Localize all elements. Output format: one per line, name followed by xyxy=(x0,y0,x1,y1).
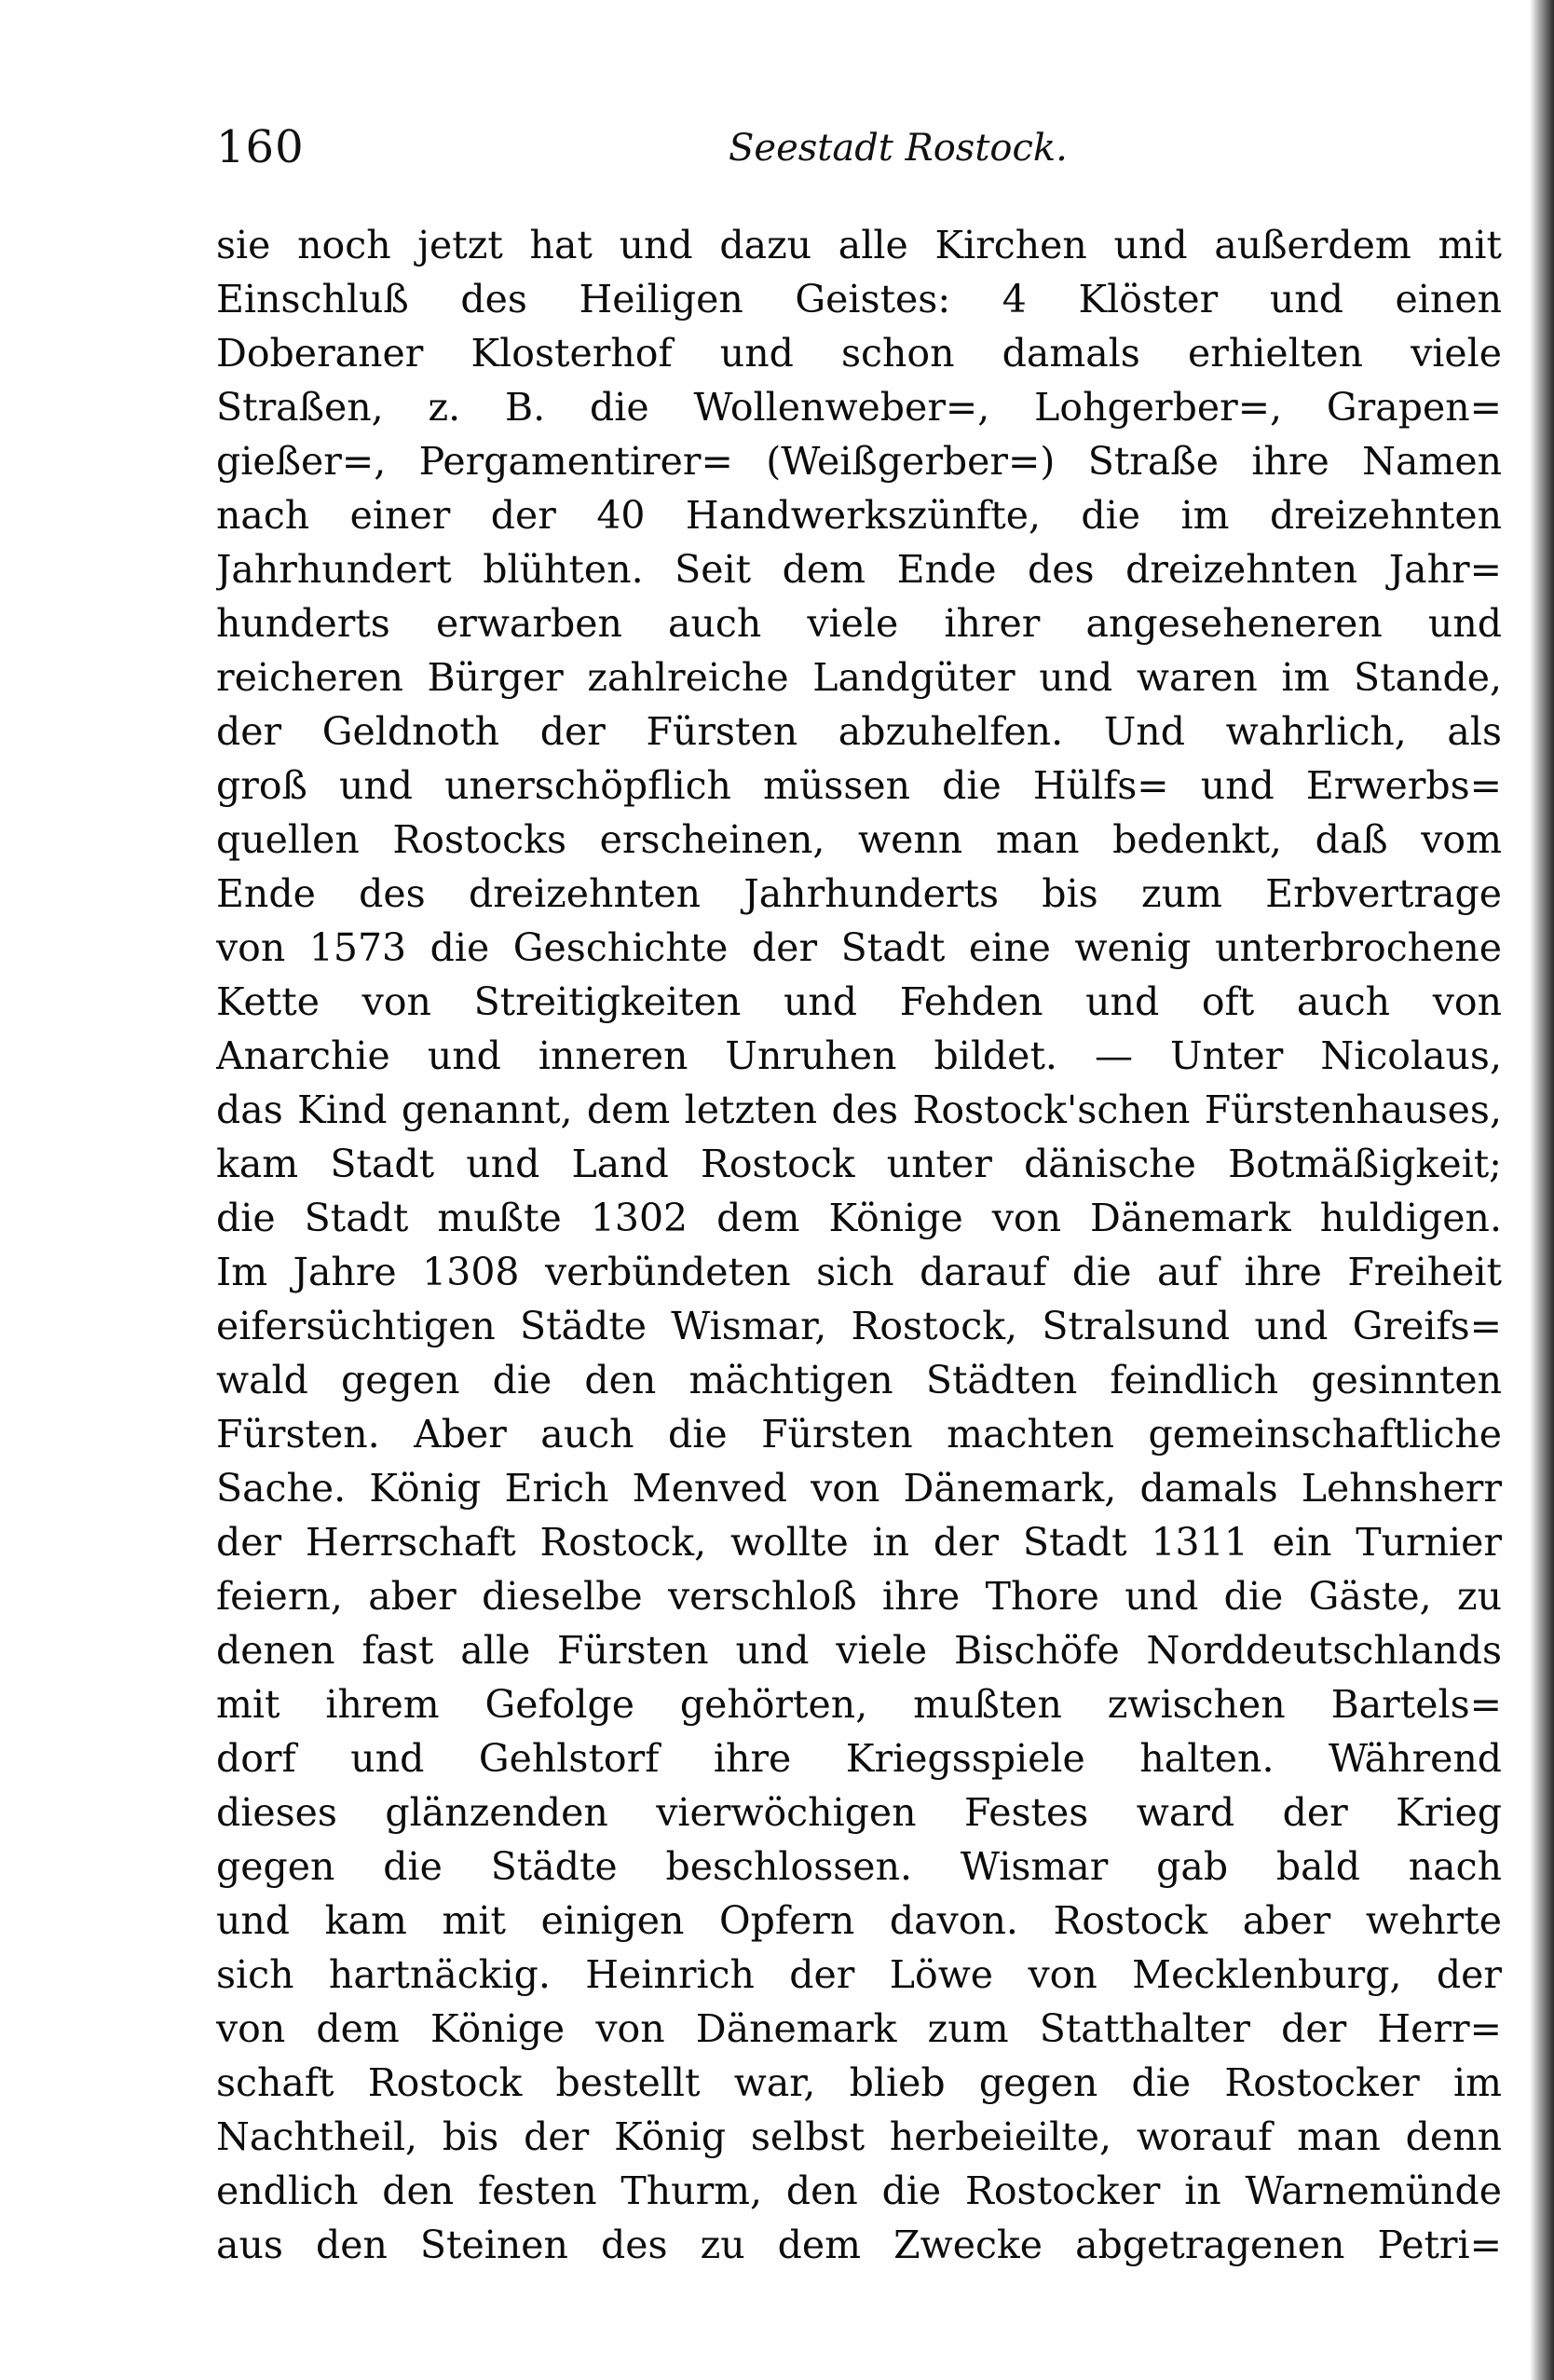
text-line: gießer=, Pergamentirer= (Weißgerber=) Straße ihre Namen xyxy=(216,439,1502,484)
text-line: wald gegen die den mächtigen Städten feindlich gesinnten xyxy=(216,1358,1502,1402)
body-text xyxy=(216,218,1502,2272)
text-line: dieses glänzenden vierwöchigen Festes ward der Krieg xyxy=(216,1790,1502,1835)
text-line: Sache. König Erich Menved von Dänemark, damals Lehnsherr xyxy=(216,1466,1502,1511)
text-line: eifersüchtigen Städte Wismar, Rostock, Stralsund und Greifs= xyxy=(216,1304,1502,1348)
text-line: quellen Rostocks erscheinen, wenn man bedenkt, daß vom xyxy=(216,817,1502,862)
text-line: denen fast alle Fürsten und viele Bischöfe Norddeutschlands xyxy=(216,1628,1502,1673)
page-edge-shadow xyxy=(1530,0,1554,2380)
text-line: Doberaner Klosterhof und schon damals erhielten viele xyxy=(216,331,1502,376)
text-line: gegen die Städte beschlossen. Wismar gab bald nach xyxy=(216,1844,1502,1889)
text-line: reicheren Bürger zahlreiche Landgüter und waren im Stande, xyxy=(216,655,1502,700)
text-line: und kam mit einigen Opfern davon. Rostock aber wehrte xyxy=(216,1898,1502,1943)
text-line: das Kind genannt, dem letzten des Rostock'schen Fürstenhauses, xyxy=(216,1087,1502,1132)
page-number: 160 xyxy=(216,121,305,173)
text-line: Im Jahre 1308 verbündeten sich darauf die auf ihre Freiheit xyxy=(216,1250,1502,1294)
text-line: Anarchie und inneren Unruhen bildet. — Unter Nicolaus, xyxy=(216,1033,1502,1078)
page-header xyxy=(216,121,1502,186)
text-line: Nachtheil, bis der König selbst herbeieilte, worauf man denn xyxy=(216,2114,1502,2159)
text-line: nach einer der 40 Handwerkszünfte, die im dreizehnten xyxy=(216,493,1502,538)
text-line: Fürsten. Aber auch die Fürsten machten gemeinschaftliche xyxy=(216,1412,1502,1457)
text-line: aus den Steinen des zu dem Zwecke abgetragenen Petri= xyxy=(216,2223,1502,2267)
text-line: schaft Rostock bestellt war, blieb gegen die Rostocker im xyxy=(216,2060,1502,2105)
text-line: von 1573 die Geschichte der Stadt eine wenig unterbrochene xyxy=(216,925,1502,970)
text-line: feiern, aber dieselbe verschloß ihre Thore und die Gäste, zu xyxy=(216,1574,1502,1619)
text-line: der Geldnoth der Fürsten abzuhelfen. Und wahrlich, als xyxy=(216,709,1502,754)
text-line: die Stadt mußte 1302 dem Könige von Dänemark huldigen. xyxy=(216,1196,1502,1240)
text-line: Straßen, z. B. die Wollenweber=, Lohgerber=, Grapen= xyxy=(216,385,1502,430)
text-line: dorf und Gehlstorf ihre Kriegsspiele halten. Während xyxy=(216,1736,1502,1781)
text-line: Kette von Streitigkeiten und Fehden und oft auch von xyxy=(216,979,1502,1024)
text-line: mit ihrem Gefolge gehörten, mußten zwischen Bartels= xyxy=(216,1682,1502,1727)
text-line: der Herrschaft Rostock, wollte in der Stadt 1311 ein Turnier xyxy=(216,1520,1502,1565)
text-line: Ende des dreizehnten Jahrhunderts bis zum Erbvertrage xyxy=(216,871,1502,916)
text-line: hunderts erwarben auch viele ihrer angeseheneren und xyxy=(216,601,1502,646)
text-line: Jahrhundert blühten. Seit dem Ende des dreizehnten Jahr= xyxy=(216,547,1502,592)
text-line: groß und unerschöpflich müssen die Hülfs= und Erwerbs= xyxy=(216,763,1502,808)
text-line: sich hartnäckig. Heinrich der Löwe von Mecklenburg, der xyxy=(216,1952,1502,1997)
text-line: endlich den festen Thurm, den die Rostocker in Warnemünde xyxy=(216,2168,1502,2213)
text-line: von dem Könige von Dänemark zum Statthalter der Herr= xyxy=(216,2006,1502,2051)
text-line: Einschluß des Heiligen Geistes: 4 Klöster und einen xyxy=(216,277,1502,321)
text-line: kam Stadt und Land Rostock unter dänische Botmäßigkeit; xyxy=(216,1142,1502,1186)
running-head: Seestadt Rostock. xyxy=(729,127,1068,170)
text-line: sie noch jetzt hat und dazu alle Kirchen und außerdem mit xyxy=(216,223,1502,267)
